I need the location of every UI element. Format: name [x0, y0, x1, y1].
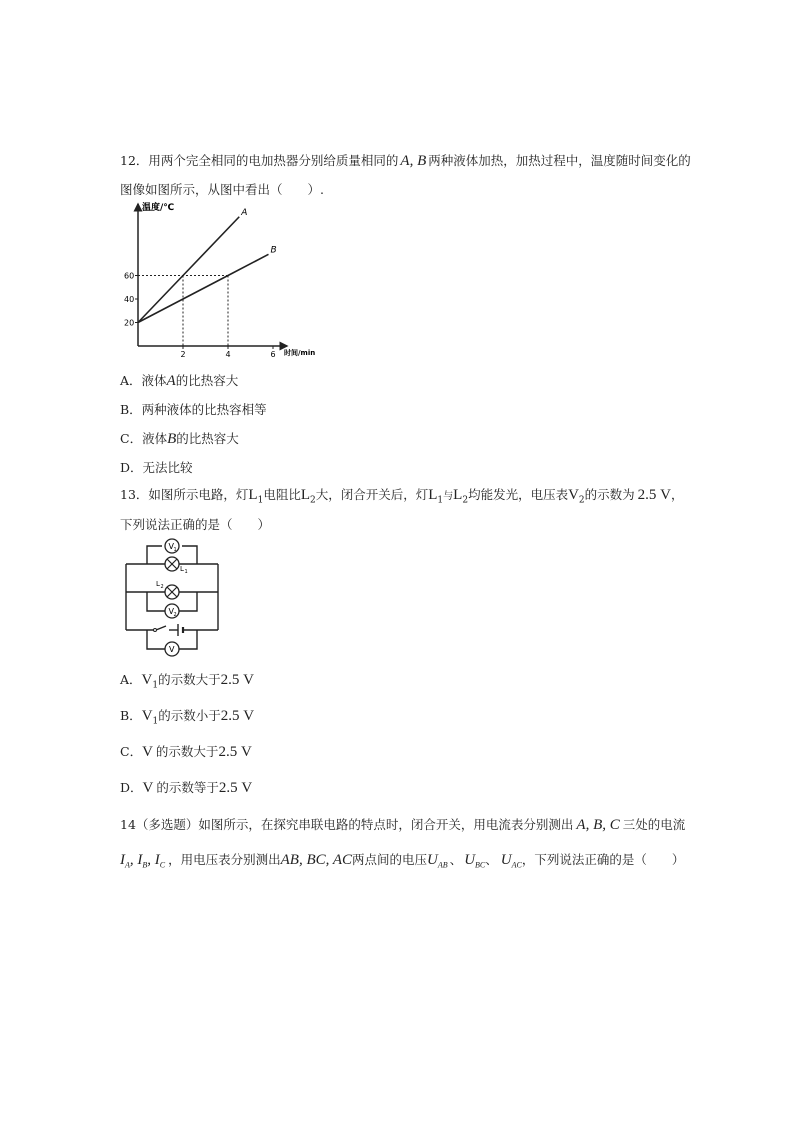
- q13-t1: 13．如图所示电路，灯: [120, 487, 249, 502]
- x-axis-label: 时间/min: [284, 349, 316, 357]
- lamp-l2-label: L: [156, 580, 160, 588]
- q13-t7: ，: [671, 487, 684, 502]
- q12-option-c[interactable]: [120, 429, 239, 448]
- v-meter-label: V: [169, 645, 175, 654]
- q13-option-c[interactable]: [120, 742, 252, 761]
- q14-ib: I: [137, 852, 143, 868]
- series-label-b: B: [270, 245, 277, 256]
- q14-line2: $I_A$, $I_B$, $I_C$ ，用电压表分别测出AB, BC, AC两点间的电压$U_{AB}$ 、 $U_{BC}$、 $U_{AC}$，下列说法正确的是（ ）: [120, 852, 685, 870]
- q13-t5: 均能发光，电压表: [468, 487, 569, 502]
- y-tick-label: 20: [124, 318, 135, 328]
- q14-uac-sub: AC: [511, 860, 522, 870]
- q14-ib-sub: B: [142, 860, 148, 870]
- q12-option-a-prefix: A．液体: [120, 373, 167, 388]
- q12-line2: 图像如图所示，从图中看出（ ）.: [120, 182, 324, 197]
- q13-val: 2.5 V: [637, 487, 672, 503]
- q13-option-d-text: 的示数等于: [156, 780, 219, 795]
- x-tick-label: 6: [270, 350, 276, 358]
- q12-option-a-var: A: [166, 373, 176, 389]
- q13-option-a-sub: 1: [152, 680, 159, 691]
- y-tick-label: 60: [124, 271, 135, 281]
- q14-uac: U: [500, 852, 512, 868]
- q13-option-d[interactable]: [120, 778, 252, 797]
- q13-option-c-text: 的示数大于: [155, 744, 219, 759]
- q13-V2: V: [568, 487, 579, 503]
- q14-t5: ，下列说法正确的是（ ）: [521, 852, 685, 867]
- q13-circuit: [122, 538, 222, 658]
- q14-segs: AB, BC, AC: [280, 852, 353, 868]
- q14-t1: 14（多选题）如图所示，在探究串联电路的特点时，闭合开关，用电流表分别测出: [120, 817, 574, 832]
- q13-option-d-var: V: [142, 780, 154, 796]
- q13-option-b-sub: 1: [152, 716, 159, 727]
- q12-option-d[interactable]: D．无法比较: [120, 460, 193, 475]
- x-tick-label: 4: [225, 350, 231, 358]
- q13-L2: L: [300, 487, 310, 503]
- q12-text-b: 两种液体加热，加热过程中，温度随时间变化的: [428, 153, 691, 168]
- lamp-l1-sub: 1: [184, 569, 188, 575]
- q14-sep1: 、: [449, 852, 463, 867]
- y-tick-label: 40: [124, 295, 135, 304]
- q14-ic: I: [154, 852, 160, 868]
- q12-option-a[interactable]: [120, 371, 238, 390]
- q14-uab-sub: AB: [437, 860, 448, 870]
- q13-L2b-sub: 2: [462, 495, 469, 506]
- q14-line1: [120, 815, 685, 834]
- q12-option-b[interactable]: B．两种液体的比热容相等: [120, 402, 267, 417]
- q13-option-a-prefix: A．: [120, 672, 142, 687]
- q14-t3: ，用电压表分别测出: [168, 852, 281, 867]
- q13-option-b-var: V: [141, 708, 153, 724]
- v2-meter-sub: 2: [173, 612, 177, 618]
- q13-option-a-text: 的示数大于: [158, 672, 221, 687]
- series-label-a: A: [241, 207, 248, 218]
- q13-option-d-prefix: D．: [120, 780, 143, 795]
- q14-ia-sub: A: [125, 860, 130, 870]
- q12-option-c-prefix: C．液体: [120, 431, 168, 446]
- q13-option-b-val: 2.5 V: [220, 708, 255, 724]
- q13-V2-sub: 2: [578, 495, 585, 506]
- q13-option-b[interactable]: [120, 706, 254, 727]
- q13-option-b-text: 的示数小于: [158, 708, 221, 723]
- q13-t4: 与: [443, 491, 454, 502]
- q13-line1: [120, 485, 684, 506]
- q13-L1: L: [248, 487, 258, 503]
- q14-ubc-sub: BC: [475, 860, 486, 870]
- q14-ia: I: [120, 852, 125, 868]
- q13-option-c-prefix: C．: [120, 744, 143, 759]
- q13-option-b-prefix: B．: [120, 708, 142, 723]
- y-axis-label: 温度/℃: [142, 203, 175, 213]
- q14-uab: U: [427, 852, 438, 868]
- q13-L2b: L: [453, 487, 463, 503]
- q13-L2-sub: 2: [310, 495, 316, 506]
- q13-L1b: L: [428, 487, 438, 503]
- q13-option-a[interactable]: [120, 670, 254, 691]
- v1-meter-sub: 1: [173, 547, 177, 553]
- q13-t3: 大，闭合开关后，灯: [315, 487, 429, 502]
- series-line-a: [138, 217, 239, 323]
- series-line-b: [138, 254, 269, 322]
- q12-option-c-var: B: [167, 431, 177, 447]
- q13-option-d-val: 2.5 V: [218, 780, 253, 796]
- q12-option-a-suffix: 的比热容大: [175, 373, 239, 388]
- q14-ic-sub: C: [159, 860, 166, 870]
- q13-L1-sub: 1: [257, 495, 264, 506]
- x-tick-label: 2: [180, 350, 186, 358]
- q14-sep2: 、: [485, 852, 498, 867]
- q13-t6: 的示数为: [584, 487, 635, 502]
- q13-line2: 下列说法正确的是（ ）: [120, 517, 271, 532]
- q13-option-a-val: 2.5 V: [220, 672, 254, 688]
- q12-line1: [120, 151, 691, 170]
- q13-option-a-var: V: [141, 672, 153, 688]
- q14-t4: 两点间的电压: [352, 852, 428, 867]
- q14-points: A, B, C: [576, 817, 620, 833]
- q13-option-c-val: 2.5 V: [218, 744, 252, 760]
- q14-t2: 三处的电流: [622, 817, 686, 832]
- lamp-l1-label: L: [180, 565, 184, 573]
- v2-meter-label: V: [168, 607, 174, 616]
- q13-L1b-sub: 1: [437, 495, 444, 506]
- q13-option-c-var: V: [142, 744, 153, 760]
- lamp-l2-sub: 2: [160, 584, 164, 590]
- q12-option-c-suffix: 的比热容大: [176, 431, 239, 446]
- q12-var-ab: A, B: [400, 153, 427, 169]
- q14-ubc: U: [464, 852, 476, 868]
- q12-graph: [122, 198, 332, 358]
- v1-meter-label: V: [168, 542, 174, 551]
- q12-text-a: 12．用两个完全相同的电加热器分别给质量相同的: [120, 153, 399, 168]
- q13-t2: 电阻比: [263, 487, 301, 502]
